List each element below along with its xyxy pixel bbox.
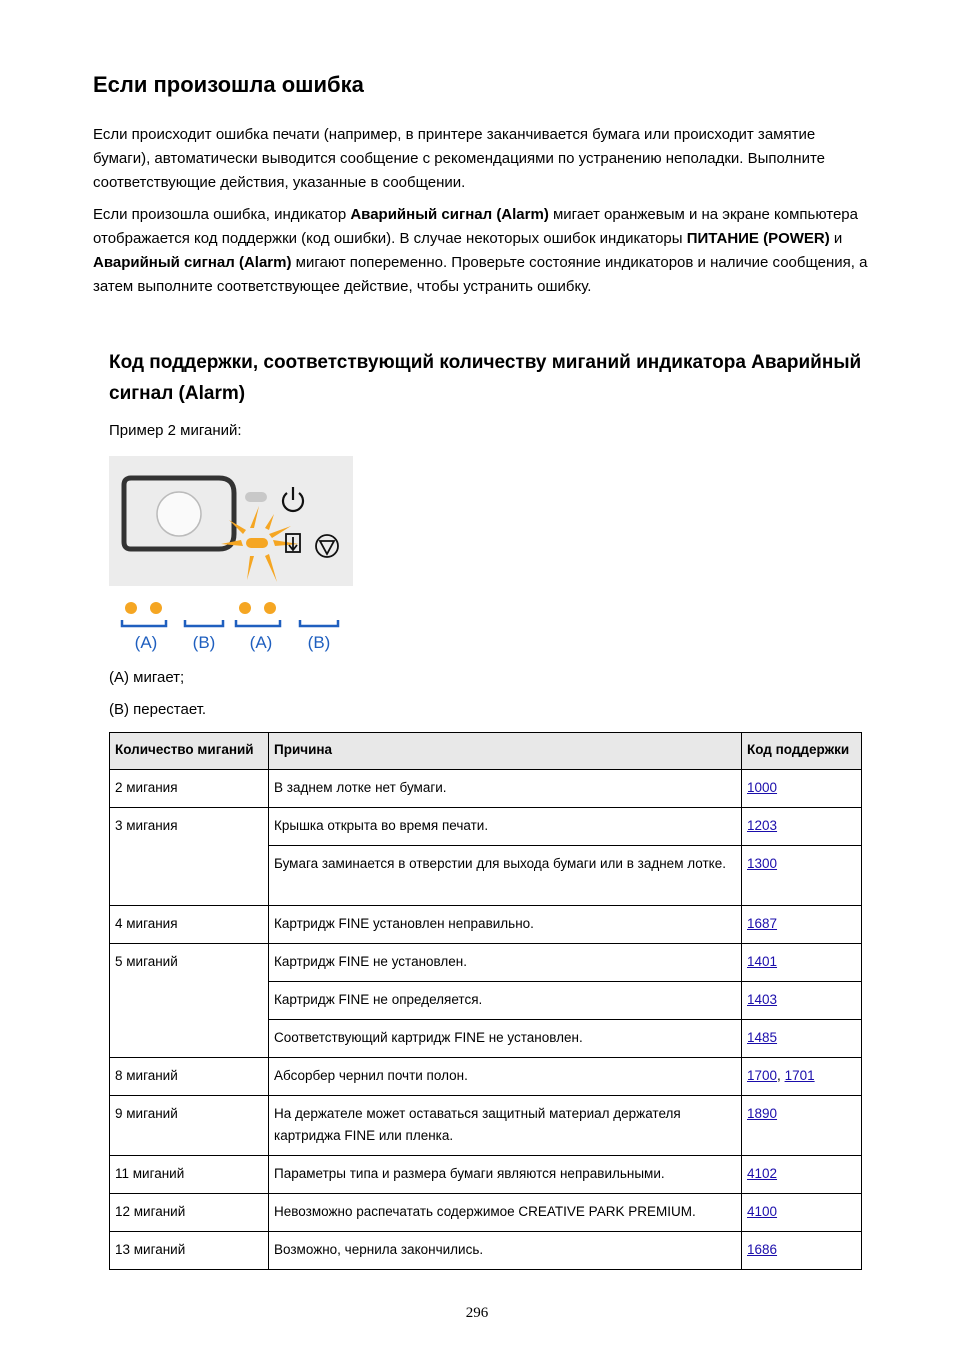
support-code-link[interactable]: 4102	[747, 1166, 778, 1181]
cause-cell: Соответствующий картридж FINE не установлен.	[269, 1020, 742, 1058]
alarm-term-1: Аварийный сигнал (Alarm)	[350, 206, 549, 223]
support-code-link[interactable]: 1890	[747, 1106, 778, 1121]
code-cell	[742, 808, 862, 846]
code-cell	[742, 982, 862, 1020]
alarm-paragraph	[93, 203, 873, 299]
code-cell	[742, 1096, 862, 1156]
cause-cell: Картридж FINE не установлен.	[269, 944, 742, 982]
cause-cell: Картридж FINE не определяется.	[269, 982, 742, 1020]
legend-a: (A) мигает;	[109, 669, 185, 686]
page-title: Если произошла ошибка	[93, 72, 364, 97]
table-row	[110, 770, 862, 808]
header-cause: Причина	[269, 733, 742, 770]
alarm-led	[246, 538, 268, 548]
blink-count-cell: 13 миганий	[110, 1232, 269, 1270]
blink-dots	[125, 602, 276, 614]
alarm-text-2: мигает оранжевым и на экране компьютера отображается код поддержки (код ошибки). В случае некоторых ошибок индикаторы	[93, 206, 858, 247]
header-support-code: Код поддержки	[742, 733, 862, 770]
dot-a2-right	[264, 602, 276, 614]
dot-a1-left	[125, 602, 137, 614]
code-cell	[742, 944, 862, 982]
table-row	[110, 1194, 862, 1232]
power-led	[245, 492, 267, 502]
support-code-link[interactable]: 1401	[747, 954, 778, 969]
blink-count-cell: 2 мигания	[110, 770, 269, 808]
table-row	[110, 1058, 862, 1096]
code-cell	[742, 846, 862, 906]
alarm-text-3: и	[829, 230, 843, 247]
cause-cell: Бумага заминается в отверстии для выхода бумаги или в заднем лотке.	[269, 846, 742, 906]
table-header-row	[110, 733, 862, 770]
cause-cell: Параметры типа и размера бумаги являются неправильными.	[269, 1156, 742, 1194]
support-code-link[interactable]: 4100	[747, 1204, 778, 1219]
label-b-1: (B)	[192, 633, 216, 652]
support-code-link[interactable]: 1700	[747, 1068, 778, 1083]
support-code-link[interactable]: 1687	[747, 916, 778, 931]
alarm-blink-illustration	[109, 456, 355, 656]
blink-count-cell: 5 миганий	[110, 944, 269, 1058]
label-a-1: (A)	[134, 633, 158, 652]
cause-cell: Абсорбер чернил почти полон.	[269, 1058, 742, 1096]
table-row	[110, 808, 862, 846]
dot-a2-left	[239, 602, 251, 614]
alarm-term-2: Аварийный сигнал (Alarm)	[93, 254, 292, 271]
cause-cell: В заднем лотке нет бумаги.	[269, 770, 742, 808]
code-cell	[742, 906, 862, 944]
support-code-link[interactable]: 1000	[747, 780, 778, 795]
support-code-link[interactable]: 1485	[747, 1030, 778, 1045]
table-row	[110, 1156, 862, 1194]
blink-count-cell: 8 миганий	[110, 1058, 269, 1096]
support-code-link[interactable]: 1701	[784, 1068, 815, 1083]
code-cell	[742, 770, 862, 808]
header-blink-count: Количество миганий	[110, 733, 269, 770]
alarm-text-1: Если произошла ошибка, индикатор	[93, 206, 351, 223]
cause-cell: Возможно, чернила закончились.	[269, 1232, 742, 1270]
code-cell	[742, 1194, 862, 1232]
table-row	[110, 906, 862, 944]
cause-cell: Картридж FINE установлен неправильно.	[269, 906, 742, 944]
cause-cell: Крышка открыта во время печати.	[269, 808, 742, 846]
alarm-text-4: мигают попеременно. Проверьте состояние индикаторов и наличие сообщения, а затем выполните соответствующее действие, чтобы устранить ошибку.	[93, 254, 868, 295]
table-row	[110, 1096, 862, 1156]
page-number: 296	[465, 1305, 489, 1321]
label-b-2: (B)	[307, 633, 331, 652]
power-term: ПИТАНИЕ (POWER)	[686, 230, 830, 247]
alarm-blink-figure	[109, 456, 355, 656]
section-title: Код поддержки, соответствующий количеству миганий индикатора Аварийный сигнал (Alarm)	[109, 352, 862, 404]
example-caption: Пример 2 миганий:	[109, 422, 242, 439]
cause-cell: На держателе может оставаться защитный материал держателя картриджа FINE или пленка.	[269, 1096, 742, 1156]
code-cell: 1700, 1701	[742, 1058, 862, 1096]
support-code-link[interactable]: 1300	[747, 856, 778, 871]
code-cell	[742, 1020, 862, 1058]
support-code-link[interactable]: 1203	[747, 818, 778, 833]
code-cell	[742, 1232, 862, 1270]
legend-b: (B) перестает.	[109, 701, 207, 718]
blink-count-cell: 12 миганий	[110, 1194, 269, 1232]
support-code-link[interactable]: 1403	[747, 992, 778, 1007]
label-a-2: (A)	[249, 633, 273, 652]
support-code-table	[109, 732, 862, 1270]
intro-paragraph: Если происходит ошибка печати (например, в принтере заканчивается бумага или происходит замятие бумаги), автоматически выводится сообщение с рекомендациями по устранению неполадки. Выполните соответствующие действия, указанные в сообщении.	[93, 126, 826, 191]
blink-brackets	[122, 620, 338, 626]
blink-count-cell: 3 мигания	[110, 808, 269, 906]
dot-a1-right	[150, 602, 162, 614]
panel-button	[157, 492, 201, 536]
blink-count-cell: 11 миганий	[110, 1156, 269, 1194]
blink-count-cell: 4 мигания	[110, 906, 269, 944]
blink-count-cell: 9 миганий	[110, 1096, 269, 1156]
support-code-link[interactable]: 1686	[747, 1242, 778, 1257]
code-cell	[742, 1156, 862, 1194]
cause-cell: Невозможно распечатать содержимое CREATIVE PARK PREMIUM.	[269, 1194, 742, 1232]
table-row	[110, 1232, 862, 1270]
table-row	[110, 944, 862, 982]
